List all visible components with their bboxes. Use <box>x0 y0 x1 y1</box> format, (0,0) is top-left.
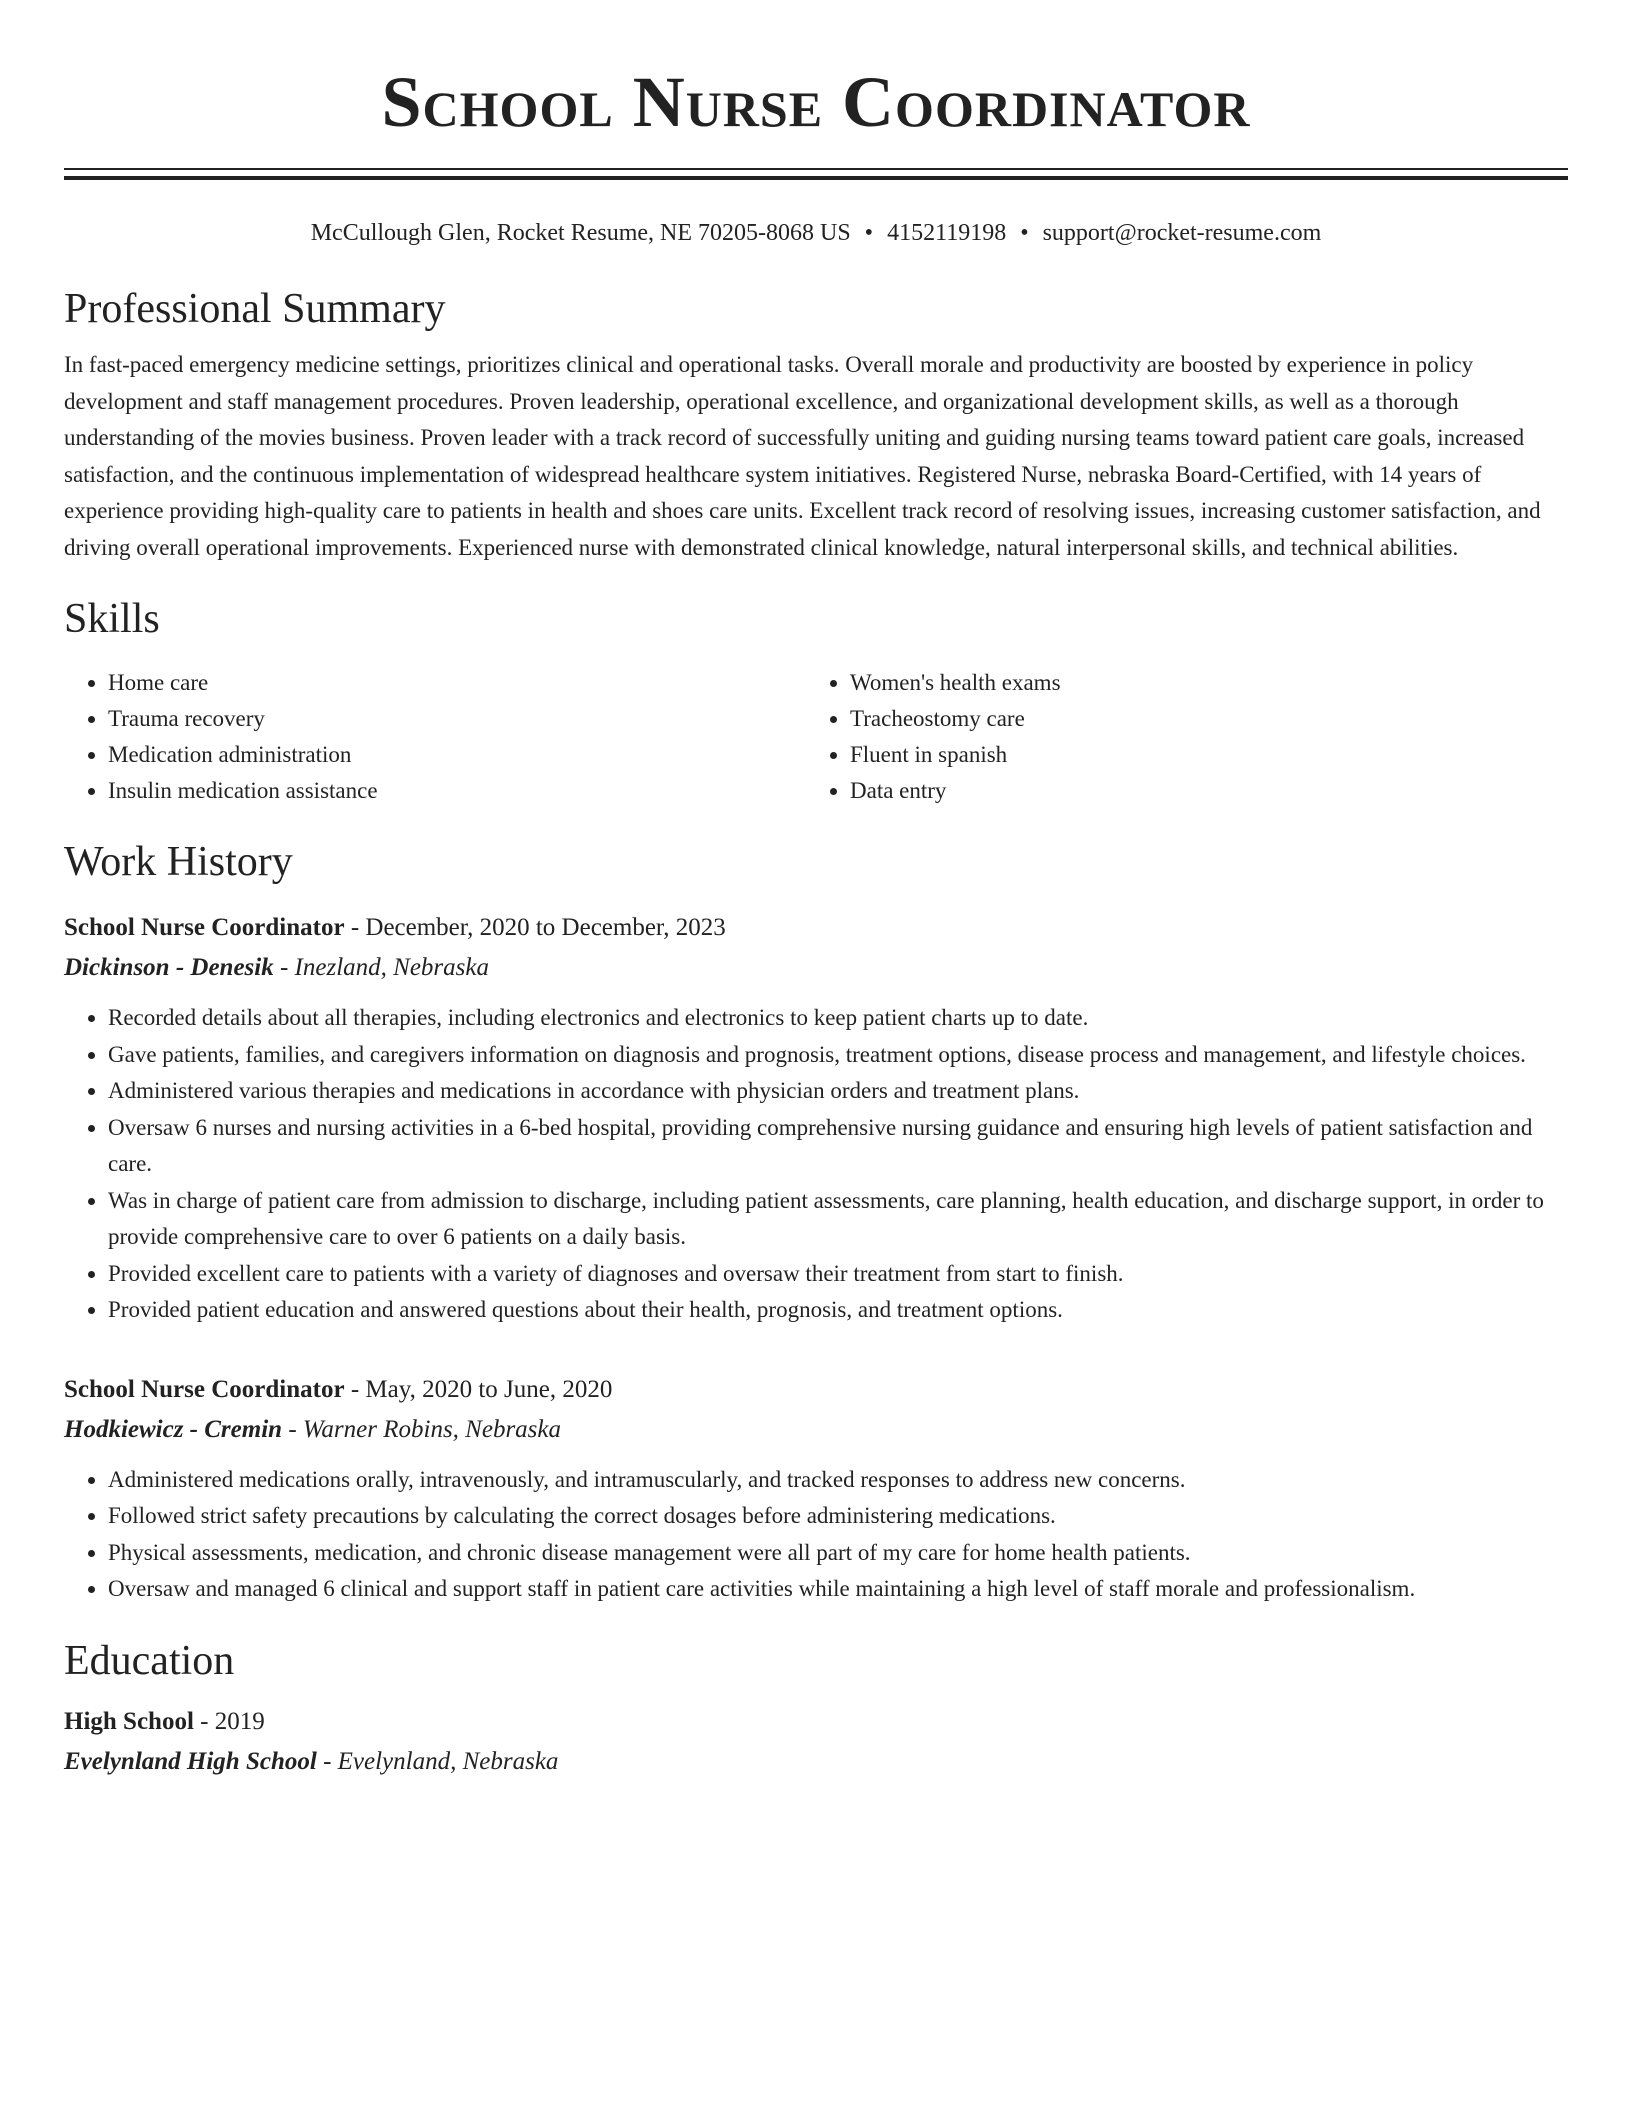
summary-text: In fast-paced emergency medicine settings, prioritizes clinical and operational tasks. Overall morale and productivity are boosted by experience in policy development and staff management procedures. Proven leadership, operational excellence, and organizational development skills, as well as a thorough understanding of the movies business. Proven leader with a track record of successfully uniting and guiding nursing teams toward patient care goals, increased satisfaction, and the continuous implementation of widespread healthcare system initiatives. Registered Nurse, nebraska Board-Certified, with 14 years of experience providing high-quality care to patients in health and shoes care units. Excellent track record of resolving issues, increasing customer satisfaction, and driving overall operational improvements. Experienced nurse with demonstrated clinical knowledge, natural interpersonal skills, and technical abilities. <box>64 352 1541 560</box>
contact-line <box>64 218 1568 248</box>
job-dates: - May, 2020 to June, 2020 <box>344 1375 613 1403</box>
job-title: School Nurse Coordinator <box>64 1375 345 1403</box>
job-bullet: • Oversaw and managed 6 clinical and support staff in patient care activities while maintaining a high level of staff morale and professionalism. <box>108 1571 1568 1608</box>
job-title-line <box>64 908 1568 948</box>
job-company: Hodkiewicz - Cremin <box>64 1415 283 1443</box>
education-degree-line <box>64 1702 1568 1742</box>
skill-item: • Fluent in spanish <box>850 737 1548 773</box>
job-bullet: • Oversaw 6 nurses and nursing activities in a 6-bed hospital, providing comprehensive nursing guidance and ensuring high levels of patient satisfaction and care. <box>108 1110 1568 1183</box>
skill-item: • Women's health exams <box>850 665 1548 701</box>
title-divider-thick <box>64 176 1568 180</box>
job-bullet: • Followed strict safety precautions by calculating the correct dosages before administering medications. <box>108 1498 1568 1535</box>
skill-item: • Insulin medication assistance <box>108 773 806 809</box>
contact-email: support@rocket-resume.com <box>1042 220 1322 246</box>
title-divider-thin <box>64 168 1568 170</box>
contact-separator: • <box>1020 220 1029 246</box>
resume-page <box>64 0 1568 1782</box>
contact-address: McCullough Glen, Rocket Resume, NE 70205-8068 US <box>310 220 851 246</box>
skill-item: • Trauma recovery <box>108 701 806 737</box>
summary-heading: Professional Summary <box>64 286 446 332</box>
contact-separator: • <box>864 220 874 246</box>
job-entry <box>64 1370 1568 1608</box>
job-title-line <box>64 1370 1568 1410</box>
job-entry <box>64 908 1568 1329</box>
skill-item: • Home care <box>108 665 806 701</box>
skills-list <box>64 665 1568 809</box>
job-bullet: • Gave patients, families, and caregivers information on diagnosis and prognosis, treatment options, disease process and management, and lifestyle choices. <box>108 1037 1568 1074</box>
skills-heading: Skills <box>64 596 160 642</box>
education-heading: Education <box>64 1637 235 1684</box>
job-bullet: • Administered medications orally, intravenously, and intramuscularly, and tracked responses to address new concerns. <box>108 1462 1568 1499</box>
education-school: Evelynland High School <box>64 1747 317 1775</box>
job-title: School Nurse Coordinator <box>64 914 345 941</box>
skill-item: • Tracheostomy care <box>850 701 1548 737</box>
skill-item: • Data entry <box>850 773 1548 809</box>
job-company-line <box>64 1410 1568 1450</box>
skills-column-left <box>64 665 806 809</box>
skills-column-right <box>806 665 1548 809</box>
work-history-heading: Work History <box>64 839 293 885</box>
education-location: - Evelynland, Nebraska <box>316 1747 559 1775</box>
job-dates: - December, 2020 to December, 2023 <box>344 914 726 941</box>
job-location: - Inezland, Nebraska <box>273 954 489 981</box>
skill-item: • Medication administration <box>108 737 806 773</box>
job-bullets <box>64 1462 1568 1608</box>
education-degree: High School <box>64 1707 194 1735</box>
job-bullet: • Recorded details about all therapies, including electronics and electronics to keep patient charts up to date. <box>108 1000 1568 1037</box>
job-bullet: • Was in charge of patient care from admission to discharge, including patient assessments, care planning, health education, and discharge support, in order to provide comprehensive care to over 6 patients on a daily basis. <box>108 1183 1568 1256</box>
job-bullet: • Administered various therapies and medications in accordance with physician orders and treatment plans. <box>108 1073 1568 1110</box>
job-bullets <box>64 1000 1568 1329</box>
education-entry <box>64 1702 1568 1782</box>
resume-title: School Nurse Coordinator <box>381 62 1251 142</box>
job-company: Dickinson - Denesik <box>64 954 274 981</box>
job-bullet: • Physical assessments, medication, and chronic disease management were all part of my care for home health patients. <box>108 1535 1568 1572</box>
job-bullet: • Provided excellent care to patients with a variety of diagnoses and oversaw their treatment from start to finish. <box>108 1256 1568 1293</box>
job-location: - Warner Robins, Nebraska <box>282 1415 561 1443</box>
education-year: - 2019 <box>193 1707 265 1735</box>
job-bullet: • Provided patient education and answered questions about their health, prognosis, and treatment options. <box>108 1292 1568 1329</box>
contact-phone: 4152119198 <box>887 220 1007 246</box>
education-school-line <box>64 1742 1568 1782</box>
job-company-line <box>64 948 1568 988</box>
